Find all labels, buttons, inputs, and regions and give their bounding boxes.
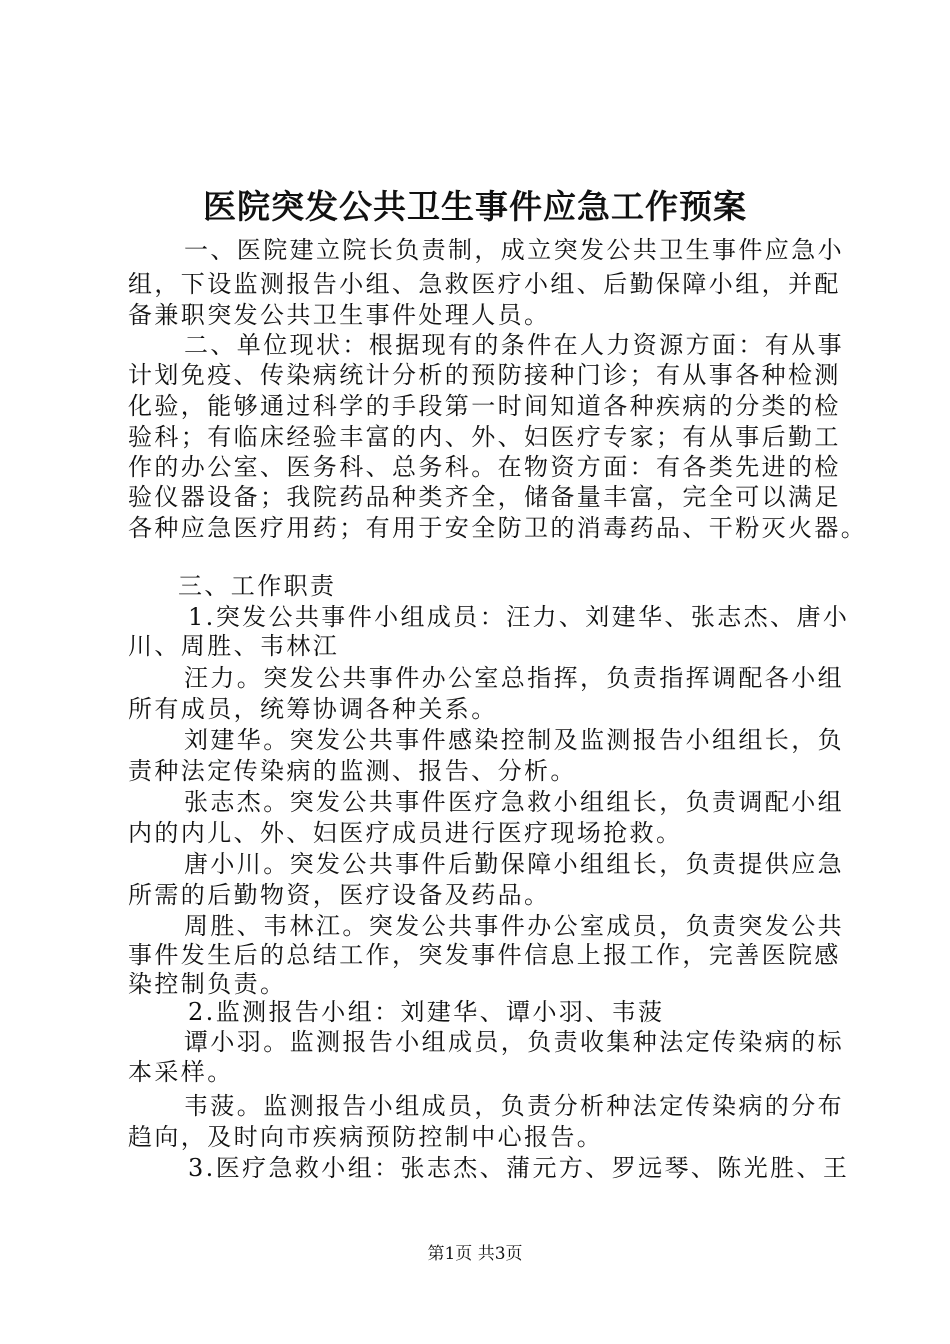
paragraph-line: 所有成员，统筹协调各种关系。 <box>128 695 498 723</box>
paragraph-line: 作的办公室、医务科、总务科。在物资方面：有各类先进的检 <box>128 453 841 481</box>
paragraph-line: 责种法定传染病的监测、报告、分析。 <box>128 757 577 785</box>
paragraph-line: 验仪器设备；我院药品种类齐全，储备量丰富，完全可以满足 <box>128 483 841 511</box>
paragraph-line: 各种应急医疗用药；有用于安全防卫的消毒药品、干粉灭火器。 <box>128 514 868 542</box>
paragraph-line: 事件发生后的总结工作，突发事件信息上报工作，完善医院感 <box>128 941 841 969</box>
paragraph-line: 所需的后勤物资，医疗设备及药品。 <box>128 881 551 909</box>
paragraph-line: 趋向，及时向市疾病预防控制中心报告。 <box>128 1123 604 1151</box>
paragraph-line: 1.突发公共事件小组成员：汪力、刘建华、张志杰、唐小 <box>188 603 850 631</box>
paragraph-line: 韦菠。监测报告小组成员，负责分析种法定传染病的分布 <box>184 1092 844 1120</box>
paragraph-line: 川、周胜、韦林江 <box>128 632 340 660</box>
page-footer: 第1页 共3页 <box>427 1244 523 1264</box>
paragraph-line: 备兼职突发公共卫生事件处理人员。 <box>128 301 551 329</box>
paragraph-line: 组，下设监测报告小组、急救医疗小组、后勤保障小组，并配 <box>128 270 841 298</box>
paragraph-line: 二、单位现状：根据现有的条件在人力资源方面：有从事 <box>184 331 844 359</box>
paragraph-line: 张志杰。突发公共事件医疗急救小组组长，负责调配小组 <box>184 788 844 816</box>
paragraph-line: 谭小羽。监测报告小组成员，负责收集种法定传染病的标 <box>184 1028 844 1056</box>
paragraph-line: 验科；有临床经验丰富的内、外、妇医疗专家；有从事后勤工 <box>128 423 841 451</box>
paragraph-line: 化验，能够通过科学的手段第一时间知道各种疾病的分类的检 <box>128 392 841 420</box>
paragraph-line: 染控制负责。 <box>128 970 287 998</box>
paragraph-line: 汪力。突发公共事件办公室总指挥，负责指挥调配各小组 <box>184 664 844 692</box>
paragraph-line: 一、医院建立院长负责制，成立突发公共卫生事件应急小 <box>184 236 844 264</box>
paragraph-line: 周胜、韦林江。突发公共事件办公室成员，负责突发公共 <box>184 912 844 940</box>
paragraph-line: 内的内儿、外、妇医疗成员进行医疗现场抢救。 <box>128 819 683 847</box>
paragraph-line: 刘建华。突发公共事件感染控制及监测报告小组组长，负 <box>184 726 844 754</box>
paragraph-line: 2.监测报告小组：刘建华、谭小羽、韦菠 <box>188 998 665 1026</box>
paragraph-line: 计划免疫、传染病统计分析的预防接种门诊；有从事各种检测 <box>128 361 841 389</box>
paragraph-line: 本采样。 <box>128 1058 234 1086</box>
section-heading: 三、工作职责 <box>178 572 337 600</box>
paragraph-line: 3.医疗急救小组：张志杰、蒲元方、罗远琴、陈光胜、王 <box>188 1154 850 1182</box>
paragraph-line: 唐小川。突发公共事件后勤保障小组组长，负责提供应急 <box>184 850 844 878</box>
document-title: 医院突发公共卫生事件应急工作预案 <box>203 187 747 226</box>
